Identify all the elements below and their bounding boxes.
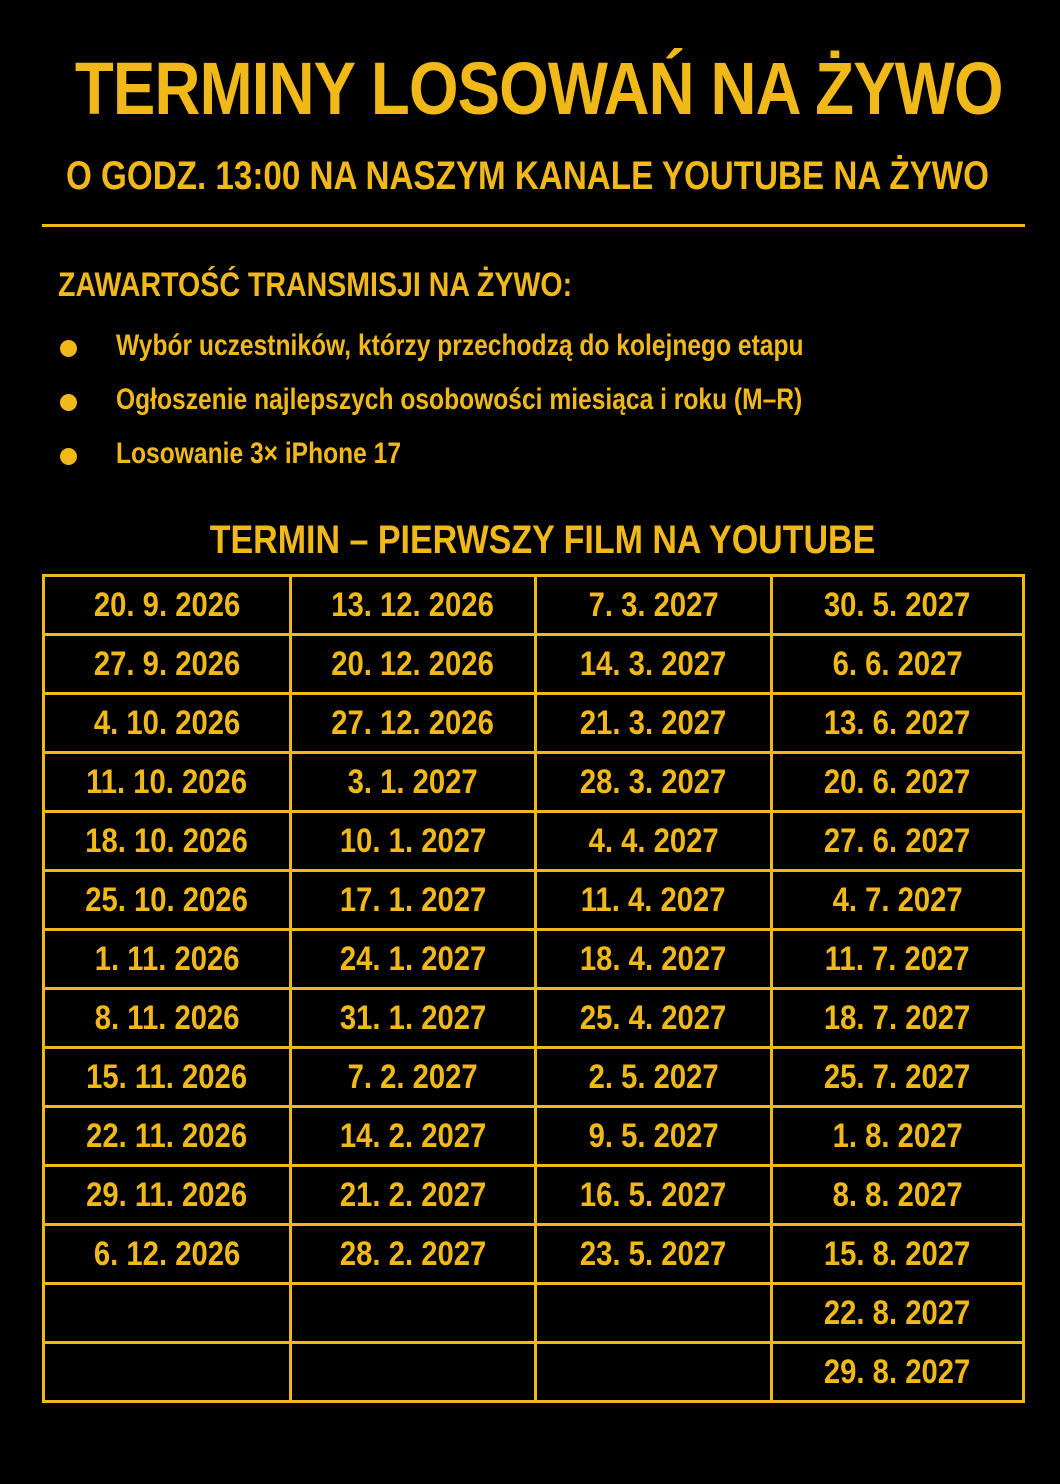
table-cell — [291, 989, 536, 1048]
table-cell — [44, 1225, 291, 1284]
date-text: 17. 1. 2027 — [339, 881, 487, 919]
table-cell — [772, 1343, 1024, 1402]
date-text: 9. 5. 2027 — [588, 1117, 719, 1155]
date-text: 28. 3. 2027 — [580, 763, 727, 801]
table-cell — [44, 1166, 291, 1225]
table-cell — [536, 1107, 772, 1166]
date-text: 13. 6. 2027 — [824, 704, 971, 742]
date-text: 4. 4. 2027 — [588, 822, 719, 860]
table-cell — [291, 635, 536, 694]
date-text: 27. 6. 2027 — [824, 822, 971, 860]
table-cell — [291, 1048, 536, 1107]
list-item-text: Ogłoszenie najlepszych osobowości miesiąca i roku (M–R) — [116, 383, 803, 416]
date-text: 31. 1. 2027 — [339, 999, 487, 1037]
date-text: 6. 6. 2027 — [832, 645, 963, 683]
table-cell — [536, 576, 772, 635]
date-text: 27. 12. 2026 — [331, 704, 495, 742]
table-cell — [291, 1225, 536, 1284]
date-text: 1. 11. 2026 — [94, 940, 240, 978]
table-row — [44, 694, 1024, 753]
date-text: 15. 8. 2027 — [824, 1235, 971, 1273]
table-row — [44, 1343, 1024, 1402]
table-row — [44, 989, 1024, 1048]
contents-heading: ZAWARTOŚĆ TRANSMISJI NA ŻYWO: — [58, 266, 573, 304]
date-text: 25. 4. 2027 — [580, 999, 727, 1037]
page-title: TERMINY LOSOWAŃ NA ŻYWO — [74, 47, 1003, 130]
table-cell — [291, 694, 536, 753]
table-row — [44, 1225, 1024, 1284]
table-cell — [291, 753, 536, 812]
table-cell — [536, 635, 772, 694]
date-text: 25. 7. 2027 — [824, 1058, 971, 1096]
date-text: 16. 5. 2027 — [580, 1176, 727, 1214]
date-text: 14. 3. 2027 — [580, 645, 727, 683]
table-cell — [44, 753, 291, 812]
table-cell — [291, 1343, 536, 1402]
table-cell — [536, 1343, 772, 1402]
table-cell — [536, 871, 772, 930]
date-text: 4. 7. 2027 — [832, 881, 963, 919]
table-cell — [536, 1166, 772, 1225]
date-text: 8. 8. 2027 — [832, 1176, 963, 1214]
table-row — [44, 812, 1024, 871]
table-cell — [44, 812, 291, 871]
table-cell — [772, 635, 1024, 694]
table-row — [44, 1107, 1024, 1166]
table-cell — [291, 930, 536, 989]
table-row — [44, 635, 1024, 694]
table-cell — [536, 694, 772, 753]
table-cell — [536, 930, 772, 989]
date-text: 21. 3. 2027 — [580, 704, 727, 742]
list-item-text: Losowanie 3× iPhone 17 — [116, 437, 402, 470]
date-text: 15. 11. 2026 — [86, 1058, 248, 1096]
table-cell — [44, 635, 291, 694]
table-cell — [291, 576, 536, 635]
bullet-icon — [60, 340, 77, 357]
date-text: 2. 5. 2027 — [588, 1058, 719, 1096]
date-text: 10. 1. 2027 — [339, 822, 487, 860]
date-text: 13. 12. 2026 — [331, 586, 495, 624]
table-cell — [44, 871, 291, 930]
date-text: 6. 12. 2026 — [93, 1235, 241, 1273]
table-cell — [44, 930, 291, 989]
bullet-icon — [60, 448, 77, 465]
date-text: 18. 7. 2027 — [824, 999, 971, 1037]
table-cell — [44, 576, 291, 635]
table-cell — [772, 989, 1024, 1048]
table-row — [44, 930, 1024, 989]
date-text: 18. 4. 2027 — [580, 940, 727, 978]
date-text: 4. 10. 2026 — [93, 704, 241, 742]
date-text: 20. 6. 2027 — [824, 763, 971, 801]
date-text: 21. 2. 2027 — [339, 1176, 487, 1214]
date-text: 20. 9. 2026 — [93, 586, 241, 624]
bullet-icon — [60, 394, 77, 411]
date-text: 25. 10. 2026 — [85, 881, 249, 919]
date-text: 22. 11. 2026 — [86, 1117, 248, 1155]
table-cell — [772, 1225, 1024, 1284]
table-cell — [44, 989, 291, 1048]
table-cell — [536, 753, 772, 812]
table-cell — [772, 753, 1024, 812]
date-text: 20. 12. 2026 — [331, 645, 495, 683]
schedule-heading: TERMIN – PIERWSZY FILM NA YOUTUBE — [209, 518, 876, 562]
date-text: 8. 11. 2026 — [94, 999, 240, 1037]
table-cell — [44, 1343, 291, 1402]
table-row — [44, 753, 1024, 812]
table-cell — [536, 812, 772, 871]
date-text: 22. 8. 2027 — [824, 1294, 971, 1332]
table-cell — [536, 989, 772, 1048]
table-cell — [772, 1048, 1024, 1107]
table-cell — [772, 1284, 1024, 1343]
table-row — [44, 1048, 1024, 1107]
date-text: 18. 10. 2026 — [85, 822, 249, 860]
list-item-text: Wybór uczestników, którzy przechodzą do kolejnego etapu — [116, 329, 804, 362]
divider — [42, 224, 1025, 227]
table-cell — [44, 1048, 291, 1107]
table-cell — [291, 1284, 536, 1343]
date-text: 3. 1. 2027 — [347, 763, 479, 801]
table-cell — [291, 812, 536, 871]
table-cell — [772, 576, 1024, 635]
table-cell — [772, 1166, 1024, 1225]
table-cell — [772, 694, 1024, 753]
schedule-table — [42, 574, 1025, 1403]
date-text: 28. 2. 2027 — [339, 1235, 487, 1273]
date-text: 11. 7. 2027 — [825, 940, 970, 978]
table-row — [44, 1284, 1024, 1343]
table-cell — [772, 871, 1024, 930]
date-text: 7. 2. 2027 — [347, 1058, 479, 1096]
page-subtitle: O GODZ. 13:00 NA NASZYM KANALE YOUTUBE NA ŻYWO — [66, 154, 989, 198]
table-cell — [291, 871, 536, 930]
table-cell — [536, 1284, 772, 1343]
table-cell — [536, 1225, 772, 1284]
table-row — [44, 871, 1024, 930]
table-cell — [536, 1048, 772, 1107]
table-cell — [772, 930, 1024, 989]
date-text: 11. 4. 2027 — [581, 881, 726, 919]
table-row — [44, 576, 1024, 635]
table-row — [44, 1166, 1024, 1225]
date-text: 29. 8. 2027 — [824, 1353, 971, 1391]
date-text: 1. 8. 2027 — [832, 1117, 963, 1155]
date-text: 29. 11. 2026 — [86, 1176, 248, 1214]
table-cell — [291, 1166, 536, 1225]
table-cell — [44, 1284, 291, 1343]
date-text: 27. 9. 2026 — [93, 645, 241, 683]
date-text: 30. 5. 2027 — [824, 586, 971, 624]
date-text: 14. 2. 2027 — [339, 1117, 487, 1155]
table-cell — [291, 1107, 536, 1166]
date-text: 24. 1. 2027 — [339, 940, 487, 978]
table-cell — [44, 1107, 291, 1166]
date-text: 23. 5. 2027 — [580, 1235, 727, 1273]
schedule-body — [44, 576, 1024, 1402]
table-cell — [772, 812, 1024, 871]
table-cell — [44, 694, 291, 753]
date-text: 7. 3. 2027 — [588, 586, 719, 624]
date-text: 11. 10. 2026 — [86, 763, 248, 801]
table-cell — [772, 1107, 1024, 1166]
